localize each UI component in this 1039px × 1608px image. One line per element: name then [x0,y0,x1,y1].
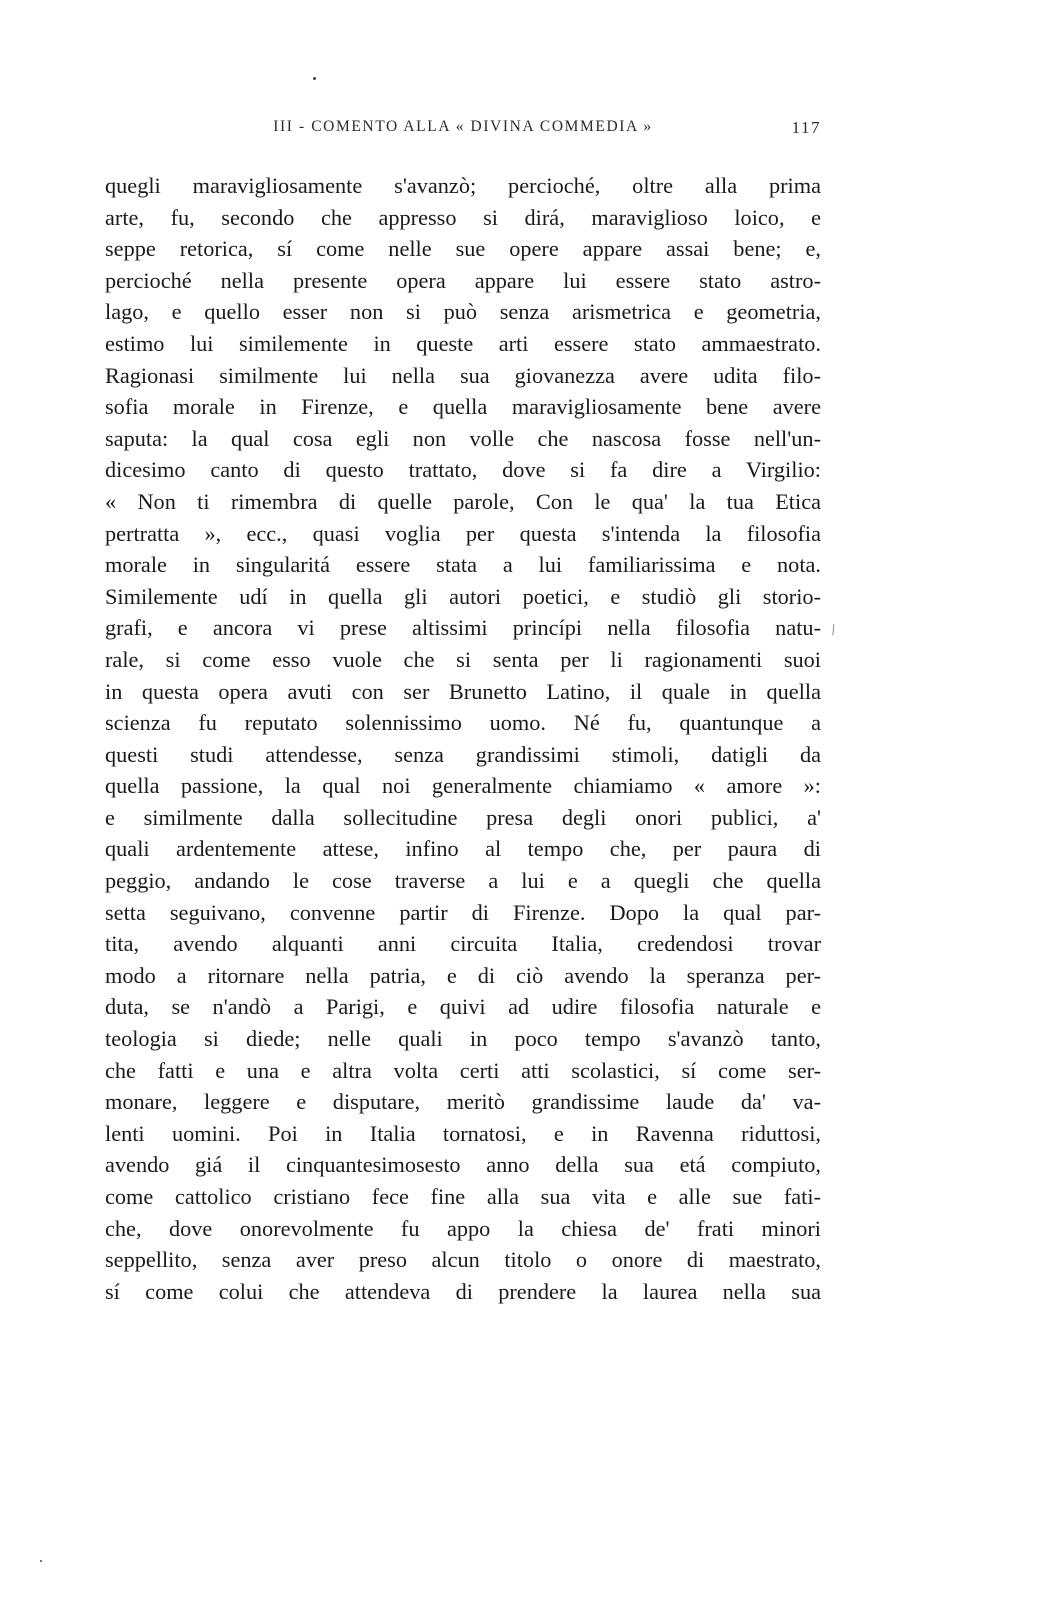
text-line: grafi, e ancora vi prese altissimi princípi nella filosofia natu- [105,615,821,641]
text-line: peggio, andando le cose traverse a lui e a quegli che quella [105,868,821,894]
text-line: estimo lui similemente in queste arti essere stato ammaestrato. [105,330,821,356]
text-line: setta seguivano, convenne partir di Firenze. Dopo la qual par- [105,899,821,925]
text-line: avendo giá il cinquantesimosesto anno della sua etá compiuto, [105,1152,821,1178]
text-line: teologia si diede; nelle quali in poco tempo s'avanzò tanto, [105,1026,821,1052]
text-line: Ragionasi similmente lui nella sua giovanezza avere udita filo- [105,362,821,388]
ink-speck [40,1560,42,1562]
body-text [105,170,821,1307]
text-line: come cattolico cristiano fece fine alla sua vita e alle sue fati- [105,1184,821,1209]
text-line: seppellito, senza aver preso alcun titolo o onore di maestrato, [105,1247,821,1273]
text-line: lago, e quello esser non si può senza arismetrica e geometria, [105,299,821,325]
text-line: quegli maravigliosamente s'avanzò; percioché, oltre alla prima [105,173,821,198]
text-line: percioché nella presente opera appare lui essere stato astro- [105,267,821,293]
text-line: dicesimo canto di questo trattato, dove si fa dire a Virgilio: [105,457,821,483]
text-line: modo a ritornare nella patria, e di ciò avendo la speranza per- [105,962,821,988]
text-line: duta, se n'andò a Parigi, e quivi ad udire filosofia naturale e [105,994,821,1020]
text-line: e similmente dalla sollecitudine presa degli onori publici, a' [105,804,821,830]
text-line: « Non ti rimembra di quelle parole, Con le qua' la tua Etica [105,488,821,514]
text-line: seppe retorica, sí come nelle sue opere appare assai bene; e, [105,236,821,262]
text-line: scienza fu reputato solennissimo uomo. Né fu, quantunque a [105,710,821,736]
text-line: che fatti e una e altra volta certi atti scolastici, sí come ser- [105,1057,821,1083]
text-line: saputa: la qual cosa egli non volle che nascosa fosse nell'un- [105,425,821,451]
margin-mark: ⁄ [829,623,839,638]
running-head [105,118,821,140]
text-line: Similemente udí in quella gli autori poetici, e studiò gli storio- [105,583,821,609]
text-line: questi studi attendesse, senza grandissimi stimoli, datigli da [105,741,821,767]
text-line: quella passione, la qual noi generalmente chiamiamo « amore »: [105,773,821,799]
text-line: sofia morale in Firenze, e quella maravigliosamente bene avere [105,394,821,420]
text-line: pertratta », ecc., quasi voglia per questa s'intenda la filosofia [105,520,821,546]
text-line: che, dove onorevolmente fu appo la chiesa de' frati minori [105,1215,821,1241]
text-line: in questa opera avuti con ser Brunetto Latino, il quale in quella [105,678,821,704]
text-line: monare, leggere e disputare, meritò grandissime laude da' va- [105,1089,821,1115]
ink-speck [313,77,316,80]
running-title: III - COMENTO ALLA « DIVINA COMMEDIA » [273,118,653,135]
text-line: morale in singularitá essere stata a lui familiarissima e nota. [105,552,821,578]
text-line: rale, si come esso vuole che si senta per li ragionamenti suoi [105,646,821,672]
text-line: lenti uomini. Poi in Italia tornatosi, e in Ravenna riduttosi, [105,1120,821,1146]
page-number: 117 [791,118,821,137]
text-line: tita, avendo alquanti anni circuita Italia, credendosi trovar [105,931,821,957]
text-line: arte, fu, secondo che appresso si dirá, maraviglioso loico, e [105,204,821,230]
text-line: sí come colui che attendeva di prendere la laurea nella sua [105,1278,821,1304]
text-line: quali ardentemente attese, infino al tempo che, per paura di [105,836,821,862]
